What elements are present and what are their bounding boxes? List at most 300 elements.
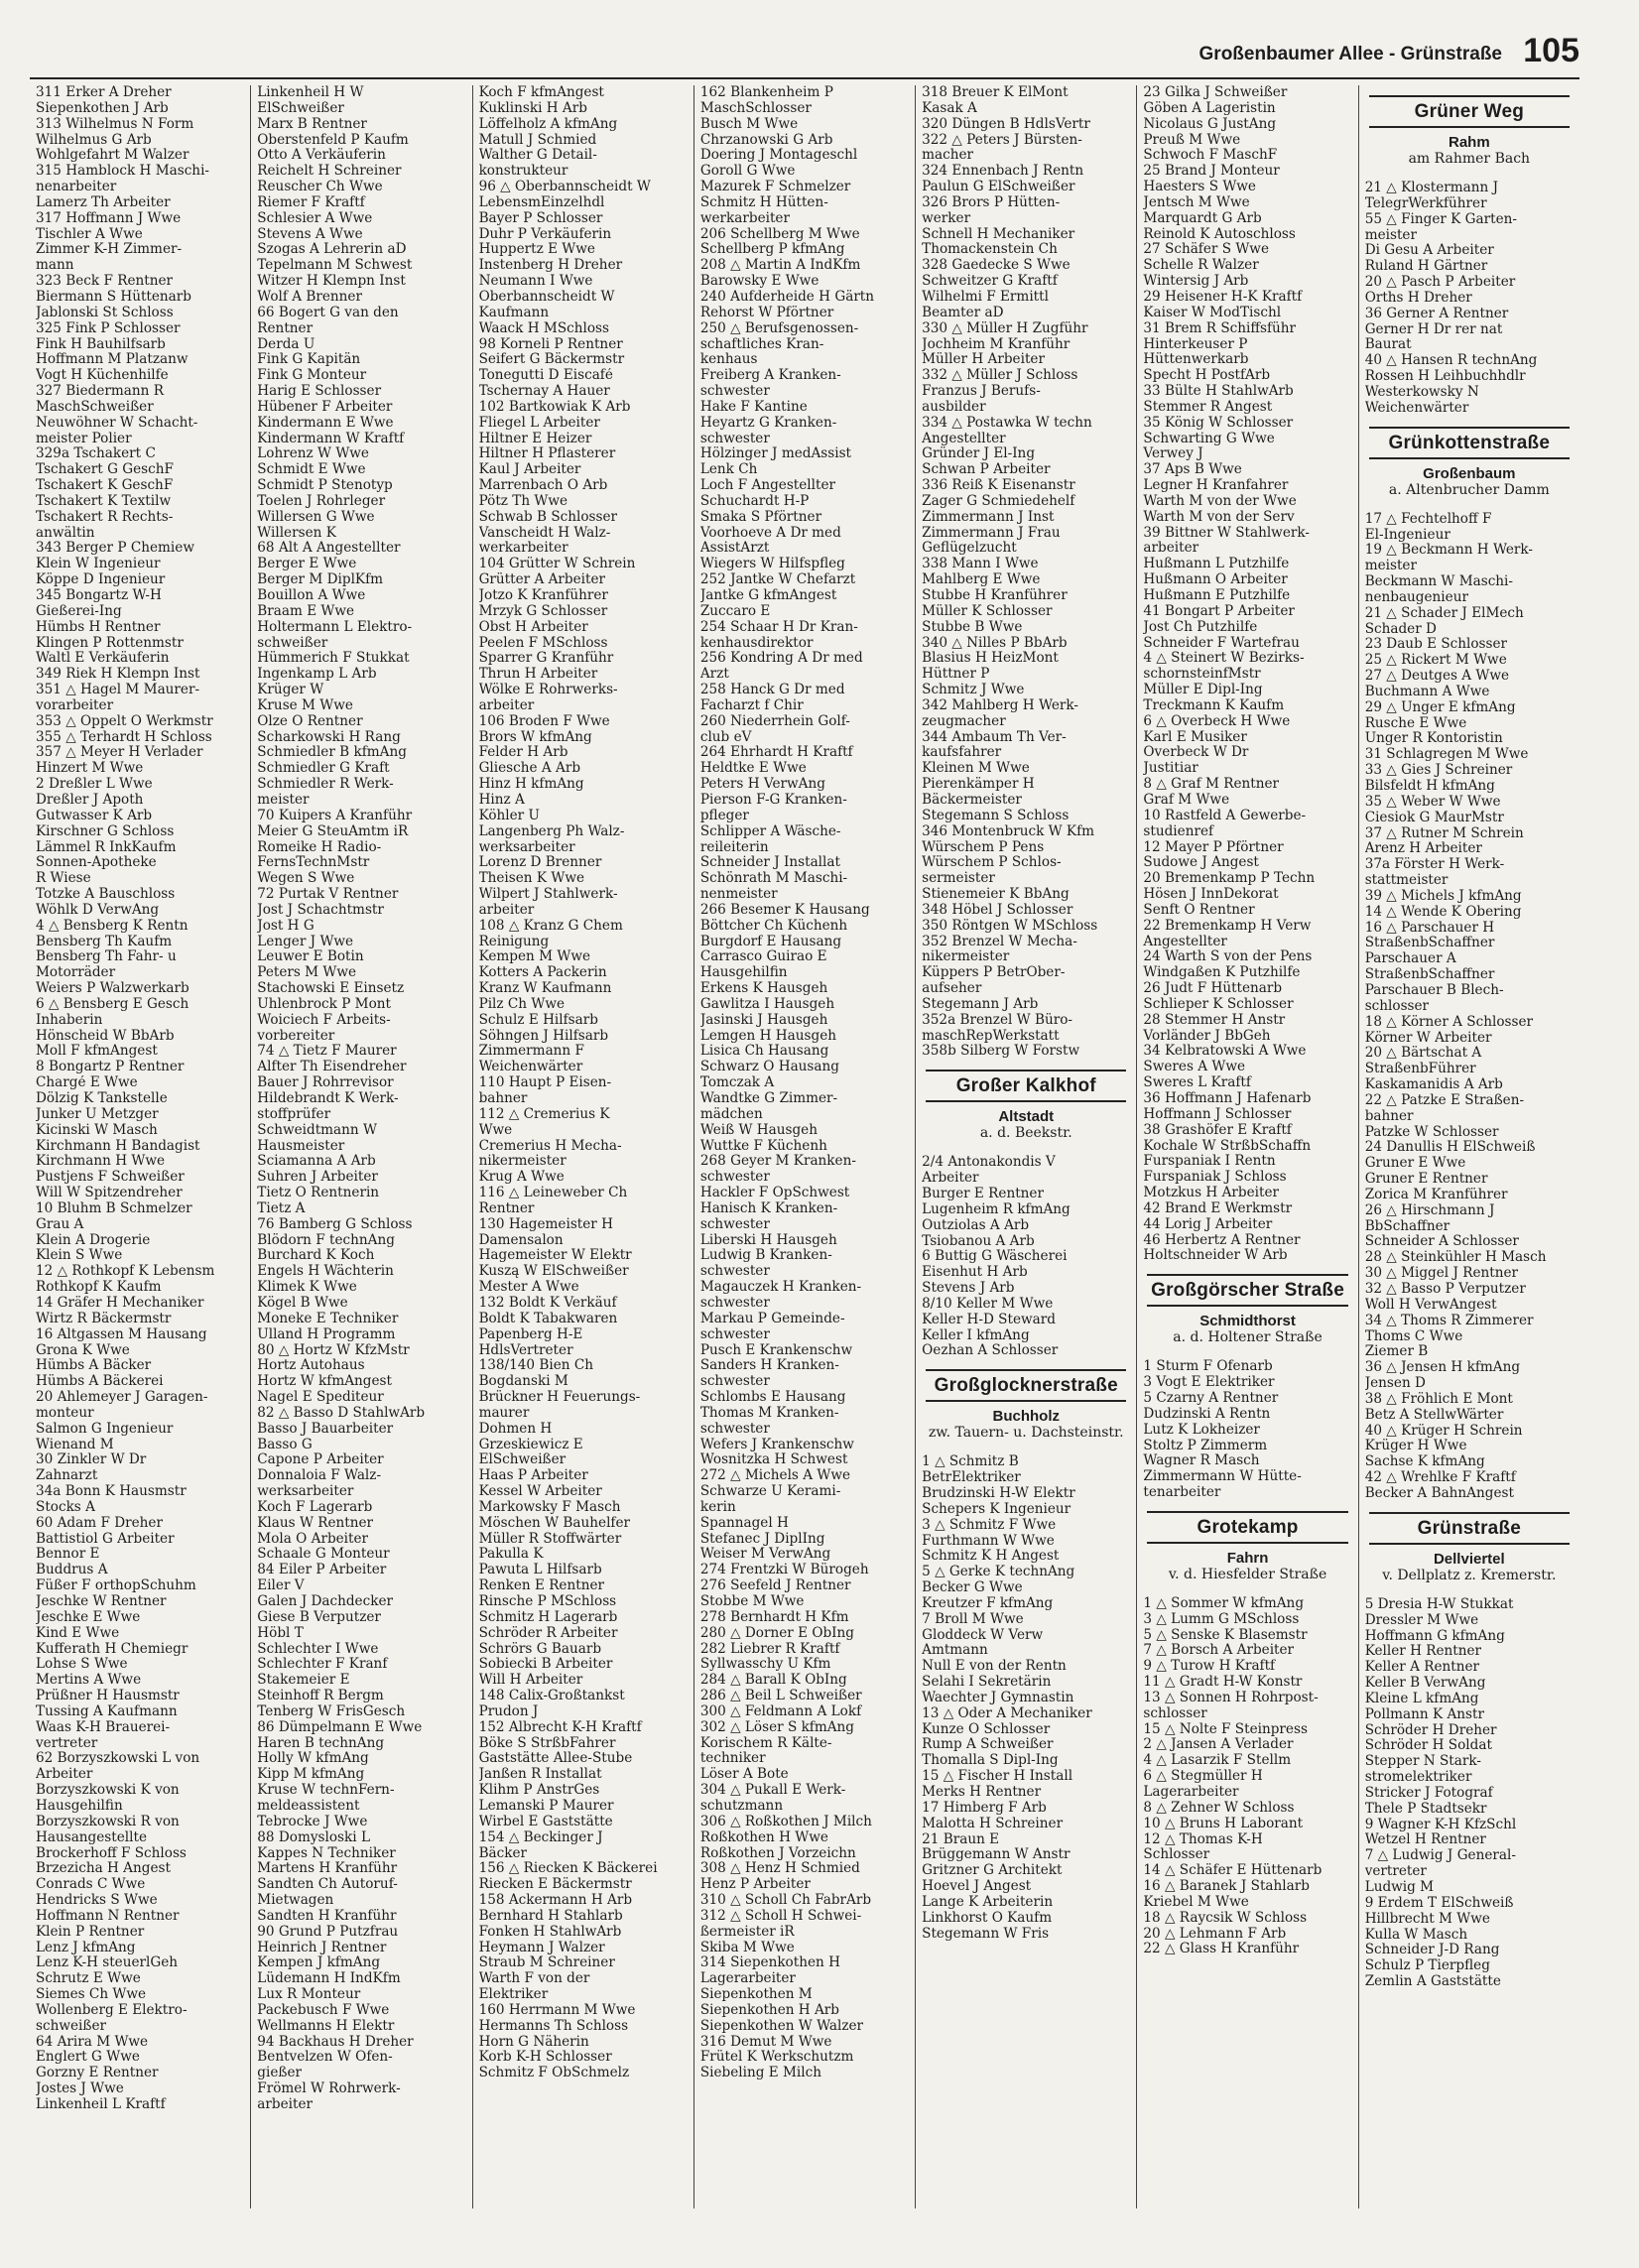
resident-entry: TelegrWerkführer (1364, 195, 1487, 211)
resident-entry: Pollmann K Anstr (1364, 1706, 1484, 1722)
resident-entry: 340 △ Nilles P BbArb (922, 635, 1068, 651)
resident-entry: 22 △ Patzke E Straßen- (1364, 1092, 1525, 1108)
resident-entry: 66 Bogert G van den (257, 305, 399, 320)
resident-entry: Schneider A Schlosser (1364, 1234, 1519, 1250)
resident-entry: Schwarz O Hausang (699, 1060, 839, 1075)
resident-entry: Lenger J Wwe (257, 934, 354, 949)
resident-entry: Ruland H Gärtner (1364, 259, 1488, 275)
resident-entry: 96 △ Oberbannscheidt W (478, 180, 651, 195)
resident-entry: 3 △ Schmitz F Wwe (922, 1517, 1057, 1533)
resident-entry: Papenberg H-E (478, 1326, 583, 1342)
resident-entry: Hillbrecht M Wwe (1364, 1911, 1490, 1927)
resident-entry: Ziemer B (1364, 1344, 1429, 1360)
resident-entry: 276 Seefeld J Rentner (699, 1578, 851, 1594)
resident-entry: Overbeck W Dr (1143, 745, 1249, 761)
street-location: zw. Tauern- u. Dachsteinstr. (928, 1425, 1124, 1442)
resident-entry: Hanisch K Kranken- (699, 1200, 838, 1216)
resident-entry: schaftliches Kran- (699, 336, 824, 352)
resident-entry: 264 Ehrhardt H Kraftf (699, 745, 853, 761)
resident-entry: Wilpert J Stahlwerk- (478, 887, 618, 903)
resident-entry: Böttcher Ch Küchenh (699, 918, 848, 934)
resident-entry: 84 Eiler P Arbeiter (257, 1563, 387, 1578)
resident-entry: 34a Bonn K Hausmstr (36, 1484, 187, 1500)
resident-entry: Hortz Autohaus (257, 1358, 365, 1374)
resident-entry: Korb K-H Schlosser (478, 2050, 612, 2066)
resident-entry: 5 Dresia H-W Stukkat (1364, 1596, 1514, 1612)
resident-entry: Hermanns Th Schloss (478, 2018, 629, 2034)
resident-entry: Woiciech F Arbeits- (257, 1012, 391, 1028)
resident-entry: Sweres L Kraftf (1143, 1075, 1251, 1091)
resident-entry: 353 △ Oppelt O Werkmstr (36, 713, 213, 729)
resident-entry: 12 △ Thomas K-H (1143, 1831, 1263, 1847)
resident-entry: Köppe D Ingenieur (36, 572, 166, 588)
directory-column (1137, 85, 1358, 2208)
resident-entry: Chargé E Wwe (36, 1075, 138, 1091)
resident-entry: 110 Haupt P Eisen- (478, 1075, 612, 1091)
street-heading (1369, 95, 1570, 128)
resident-entry: Holtermann L Elektro- (257, 619, 413, 635)
resident-entry: Stachowski E Einsetz (257, 981, 405, 997)
resident-entry: Motzkus H Arbeiter (1143, 1186, 1280, 1201)
resident-entry: Felder H Arb (478, 745, 568, 761)
resident-entry: Willersen K (257, 525, 336, 541)
resident-entry: Betz A StellwWärter (1364, 1407, 1504, 1423)
resident-entry: Inhaberin (36, 1012, 103, 1028)
directory-column (473, 85, 694, 2208)
resident-entry: Sweres A Wwe (1143, 1060, 1246, 1075)
resident-entry: Moll F kfmAngest (36, 1044, 158, 1060)
resident-entry: Stoltz P Zimmerm (1143, 1438, 1268, 1453)
resident-entry: Stricker J Fotograf (1364, 1785, 1493, 1801)
resident-entry: Karl E Musiker (1143, 729, 1247, 745)
resident-entry: 108 △ Kranz G Chem (478, 918, 623, 934)
resident-entry: 42 Brand E Werkmstr (1143, 1200, 1293, 1216)
resident-entry: Schmitz H Lagerarb (478, 1609, 618, 1625)
resident-entry: 323 Beck F Rentner (36, 274, 174, 290)
resident-entry: Kögel B Wwe (257, 1295, 348, 1311)
resident-entry: Pustjens F Schweißer (36, 1170, 185, 1186)
resident-entry: 5 △ Senske K Blasemstr (1143, 1627, 1308, 1643)
directory-column (251, 85, 472, 2208)
resident-entry: Hoffmann G kfmAng (1364, 1628, 1505, 1644)
resident-entry: Hendricks S Wwe (36, 1893, 158, 1909)
resident-entry: 15 △ Fischer H Install (922, 1769, 1073, 1785)
resident-entry: 38 △ Fröhlich E Mont (1364, 1391, 1513, 1407)
resident-entry: Warth M von der Wwe (1143, 493, 1297, 509)
resident-entry: Zimmermann J Inst (922, 509, 1055, 525)
resident-entry: 338 Mann I Wwe (922, 557, 1039, 572)
resident-entry: Schmiedler R Werk- (257, 777, 394, 793)
resident-entry: Klimek K Wwe (257, 1280, 357, 1296)
resident-entry: 116 △ Leineweber Ch (478, 1186, 628, 1201)
resident-entry: Kindermann W Kraftf (257, 431, 405, 446)
resident-entry: Neuwöhner W Schacht- (36, 415, 198, 431)
resident-entry: Jeschke E Wwe (36, 1609, 141, 1625)
resident-entry: HdlsVertreter (478, 1342, 573, 1358)
resident-entry: Hausgehilfin (699, 965, 788, 981)
resident-entry: Fliegel L Arbeiter (478, 415, 600, 431)
resident-entry: Heyartz G Kranken- (699, 415, 837, 431)
resident-entry: Schepers K Ingenieur (922, 1501, 1072, 1517)
resident-entry: Furthmann W Wwe (922, 1533, 1055, 1549)
resident-entry: 12 Mayer P Pförtner (1143, 839, 1284, 855)
resident-entry: 33 Bülte H StahlwArb (1143, 384, 1294, 400)
resident-entry: Wilhelmus G Arb (36, 132, 152, 148)
district-name: Großenbaum (1423, 464, 1516, 482)
resident-entry: BetrElektriker (922, 1470, 1021, 1486)
resident-entry: Witzer H Klempn Inst (257, 274, 406, 290)
resident-entry: 2/4 Antonakondis V (922, 1155, 1056, 1171)
directory-column (1359, 85, 1579, 2208)
resident-entry: Basso J Bauarbeiter (257, 1421, 394, 1437)
resident-entry: Loch F Angestellter (699, 478, 836, 494)
resident-entry: Duhr P Verkäuferin (478, 226, 612, 242)
resident-entry: Kleinen M Wwe (922, 761, 1030, 777)
resident-entry: Ciesiok G MaurMstr (1364, 810, 1504, 825)
resident-entry: schwester (699, 1264, 770, 1280)
resident-entry: Gloddeck W Verw (922, 1627, 1044, 1643)
resident-entry: StraßenbSchaffner (1364, 967, 1495, 983)
resident-entry: Alfter Th Eisendreher (257, 1060, 407, 1075)
resident-entry: Borzyszkowski R von (36, 1814, 180, 1829)
resident-entry: Seifert G Bäckermstr (478, 352, 625, 368)
resident-entry: Englert G Wwe (36, 2050, 140, 2066)
resident-entry: Kirchmann H Wwe (36, 1154, 166, 1170)
resident-entry: Kappes N Techniker (257, 1845, 396, 1861)
resident-entry: meister (257, 792, 310, 808)
resident-entry: Wintersig J Arb (1143, 274, 1249, 290)
resident-entry: Wuttke F Küchenh (699, 1138, 827, 1154)
resident-entry: Roßkothen J Vorzeichn (699, 1845, 856, 1861)
resident-entry: Schelle R Walzer (1143, 258, 1259, 274)
resident-entry: Jeschke W Rentner (36, 1594, 167, 1609)
resident-entry: 260 Niederrhein Golf- (699, 713, 850, 729)
street-heading (926, 1070, 1126, 1102)
resident-entry: 2 △ Jansen A Verlader (1143, 1737, 1294, 1753)
resident-entry: Gruner E Rentner (1364, 1172, 1488, 1188)
resident-entry: maschRepWerkstatt (922, 1028, 1060, 1044)
resident-entry: Thrun H Arbeiter (478, 667, 598, 683)
resident-entry: Pawuta L Hilfsarb (478, 1563, 602, 1578)
resident-entry: Kasak A (922, 100, 977, 116)
resident-entry: 9 △ Turow H Kraftf (1143, 1659, 1276, 1675)
resident-entry: Freiberg A Kranken- (699, 368, 841, 384)
resident-entry: 357 △ Meyer H Verlader (36, 745, 203, 761)
resident-entry: Löffelholz A kfmAng (478, 116, 618, 132)
resident-entry: Prüßner H Hausmstr (36, 1689, 180, 1704)
resident-entry: Ulland H Programm (257, 1326, 396, 1342)
resident-entry: 38 Grashöfer E Kraftf (1143, 1122, 1292, 1138)
resident-entry: 162 Blankenheim P (699, 85, 833, 100)
resident-entry: Würschem P Pens (922, 839, 1045, 855)
resident-entry: 358b Silberg W Forstw (922, 1044, 1080, 1060)
resident-entry: arbeiter (478, 697, 535, 713)
resident-entry: Jasinski J Hausgeh (699, 1012, 828, 1028)
resident-entry: schweißer (36, 2018, 106, 2034)
resident-entry: kenhausdirektor (699, 635, 814, 651)
resident-entry: schwester (699, 1421, 770, 1437)
resident-entry: 29 △ Unger E kfmAng (1364, 699, 1516, 715)
resident-entry: Hiltner H Pflasterer (478, 446, 616, 462)
resident-entry: Pierenkämper H (922, 777, 1035, 793)
resident-entry: 1 △ Schmitz B (922, 1454, 1019, 1470)
resident-entry: Blödorn F technAng (257, 1232, 395, 1248)
resident-entry: Di Gesu A Arbeiter (1364, 243, 1494, 259)
resident-entry: Donnaloia F Walz- (257, 1468, 382, 1484)
resident-entry: Damensalon (478, 1232, 564, 1248)
resident-entry: Hußmann L Putzhilfe (1143, 557, 1290, 572)
resident-entry: Thomackenstein Ch (922, 242, 1058, 258)
resident-entry: 132 Boldt K Verkäuf (478, 1295, 617, 1311)
resident-entry: 22 Bremenkamp H Verw (1143, 918, 1312, 934)
resident-entry: Arbeiter (922, 1171, 979, 1187)
resident-entry: Ingenkamp L Arb (257, 667, 377, 683)
resident-entry: 60 Adam F Dreher (36, 1515, 163, 1531)
resident-entry: Roßkothen H Wwe (699, 1829, 828, 1845)
resident-entry: Waechter J Gymnastin (922, 1690, 1074, 1705)
resident-entry: 23 Daub E Schlosser (1364, 637, 1508, 653)
resident-entry: meister Polier (36, 431, 132, 446)
resident-entry: Hiltner E Heizer (478, 431, 592, 446)
resident-entry: Lisica Ch Hausang (699, 1044, 829, 1060)
resident-entry: Gerner H Dr rer nat (1364, 321, 1503, 337)
resident-entry: Ludwig B Kranken- (699, 1248, 832, 1264)
resident-entry: Korischem R Kälte- (699, 1735, 832, 1751)
resident-entry: 1 Sturm F Ofenarb (1143, 1359, 1273, 1375)
resident-entry: Schlechter I Wwe (257, 1641, 379, 1657)
resident-entry: arbeiter (478, 902, 535, 918)
resident-entry: 14 Gräfer H Mechaniker (36, 1295, 204, 1311)
resident-entry: Schader D (1364, 621, 1437, 637)
resident-entry: Lorenz D Brenner (478, 855, 602, 871)
resident-entry: Engels H Wächterin (257, 1264, 394, 1280)
resident-entry: Wagner R Masch (1143, 1453, 1260, 1469)
resident-entry: Eisenhut H Arb (922, 1265, 1028, 1281)
resident-entry: Dudzinski A Rentn (1143, 1406, 1271, 1422)
resident-entry: Toelen J Rohrleger (257, 493, 386, 509)
resident-entry: Gliesche A Arb (478, 761, 581, 777)
resident-entry: 318 Breuer K ElMont (922, 85, 1069, 100)
resident-entry: Zager G Schmiedehelf (922, 493, 1075, 509)
resident-entry: Kirchmann H Bandagist (36, 1138, 200, 1154)
resident-entry: Stegemann W Fris (922, 1926, 1050, 1942)
resident-entry: Salmon G Ingenieur (36, 1421, 174, 1437)
resident-entry: Huppertz E Wwe (478, 242, 595, 258)
resident-entry: Gritzner G Architekt (922, 1863, 1063, 1879)
resident-entry: Hoevel J Angest (922, 1879, 1032, 1895)
resident-entry: 21 △ Klostermann J (1364, 181, 1499, 195)
resident-entry: 208 △ Martin A IndKfm (699, 258, 861, 274)
resident-entry: Bensberg Th Fahr- u (36, 949, 177, 965)
resident-entry: 27 Schäfer S Wwe (1143, 242, 1269, 258)
resident-entry: sermeister (922, 871, 995, 887)
resident-entry: Markowsky F Masch (478, 1499, 621, 1515)
resident-entry: Bayer P Schlosser (478, 210, 603, 226)
resident-entry: Fink H Bauhilfsarb (36, 336, 166, 352)
resident-entry: Linkenheil H W (257, 85, 364, 100)
resident-entry: Battistiol G Arbeiter (36, 1531, 175, 1547)
resident-entry: Kunze O Schlosser (922, 1721, 1051, 1737)
resident-entry: Neumann I Wwe (478, 274, 593, 290)
resident-entry: Vanscheidt H Walz- (478, 525, 611, 541)
resident-entry: nenbaugenieur (1364, 589, 1468, 605)
resident-entry: Würschem P Schlos- (922, 855, 1062, 871)
resident-entry: Warth M von der Serv (1143, 509, 1295, 525)
resident-entry: Gorzny E Rentner (36, 2066, 159, 2081)
resident-entry: 327 Biedermann R (36, 384, 164, 400)
resident-entry: Hußmann E Putzhilfe (1143, 588, 1291, 603)
resident-entry: 94 Backhaus H Dreher (257, 2034, 414, 2050)
street-heading (926, 1369, 1126, 1402)
resident-entry: Kotters A Packerin (478, 965, 607, 981)
resident-entry: Schulz P Tierpfleg (1364, 1958, 1490, 1974)
resident-entry: Kranz W Kaufmann (478, 981, 612, 997)
resident-entry: Hausgehilfin (36, 1798, 123, 1814)
street-location: a. d. Beekstr. (979, 1125, 1072, 1142)
resident-entry: AssistArzt (699, 541, 770, 557)
resident-entry: Baurat (1364, 337, 1412, 353)
resident-entry: Stocks A (36, 1499, 95, 1515)
resident-entry: Müller H Arbeiter (922, 352, 1045, 368)
resident-entry: StraßenbSchaffner (1364, 936, 1495, 951)
resident-entry: 39 △ Michels J kfmAng (1364, 888, 1522, 904)
resident-entry: Schmitz K H Angest (922, 1549, 1060, 1565)
resident-entry: Zuccaro E (699, 603, 771, 619)
resident-entry: 14 △ Wende K Obering (1364, 904, 1522, 920)
resident-entry: 21 Braun E (922, 1831, 1000, 1847)
resident-entry: Berger E Wwe (257, 557, 357, 572)
resident-entry: Tietz A (257, 1200, 306, 1216)
resident-entry: Oezhan A Schlosser (922, 1343, 1059, 1359)
resident-entry: 6 Buttig G Wäscherei (922, 1249, 1068, 1265)
resident-entry: Brzezicha H Angest (36, 1861, 171, 1877)
resident-entry: Mertins A Wwe (36, 1673, 142, 1689)
resident-entry: 6 △ Overbeck H Wwe (1143, 713, 1291, 729)
resident-entry: Schmitz H Hütten- (699, 194, 828, 210)
district-name: Schmidthorst (1199, 1313, 1296, 1330)
resident-entry: techniker (699, 1751, 766, 1767)
resident-entry: 4 △ Bensberg K Rentn (36, 918, 189, 934)
resident-entry: 12 △ Rothkopf K Lebensm (36, 1264, 215, 1280)
resident-entry: Wiegers W Hilfspfleg (699, 557, 845, 572)
resident-entry: mädchen (699, 1106, 763, 1122)
resident-entry: 9 Wagner K-H KfzSchl (1364, 1817, 1517, 1832)
resident-entry: Tietz O Rentnerin (257, 1186, 380, 1201)
resident-entry: Hausangestellte (36, 1829, 147, 1845)
resident-entry: Otto A Verkäuferin (257, 148, 386, 164)
resident-entry: 346 Montenbruck W Kfm (922, 823, 1095, 839)
resident-entry: Nagel E Spediteur (257, 1390, 384, 1406)
resident-entry: Westerkowsky N (1364, 384, 1479, 400)
resident-entry: Unger R Kontoristin (1364, 731, 1503, 747)
resident-entry: Lenz J kfmAng (36, 1940, 136, 1955)
resident-entry: Bernhard H Stahlarb (478, 1908, 623, 1924)
resident-entry: Gutwasser K Arb (36, 808, 153, 823)
resident-entry: 29 Heisener H-K Kraftf (1143, 289, 1303, 305)
resident-entry: Siebeling E Milch (699, 2066, 821, 2081)
resident-entry: Motorräder (36, 965, 116, 981)
district-name: Fahrn (1226, 1549, 1269, 1567)
resident-entry: Thele P Stadtsekr (1364, 1801, 1487, 1817)
resident-entry: Tschernay A Hauer (478, 384, 610, 400)
resident-entry: 258 Hanck G Dr med (699, 683, 845, 698)
resident-entry: 11 △ Gradt H-W Konstr (1143, 1675, 1303, 1691)
resident-entry: 304 △ Pukall E Werk- (699, 1783, 846, 1799)
resident-entry: Löser A Bote (699, 1767, 789, 1783)
resident-entry: Bogdanski M (478, 1374, 568, 1390)
resident-entry: Wollenberg E Elektro- (36, 2002, 188, 2018)
resident-entry: Bouillon A Wwe (257, 588, 366, 603)
resident-entry: Klihm P AnstrGes (478, 1783, 600, 1799)
resident-entry: Wilhelmi F Ermittl (922, 289, 1049, 305)
resident-entry: Borzyszkowski K von (36, 1783, 180, 1799)
resident-entry: Schlombs E Hausang (699, 1390, 846, 1406)
resident-entry: Hackler F OpSchwest (699, 1186, 850, 1201)
resident-entry: Thomalla S Dipl-Ing (922, 1753, 1059, 1769)
resident-entry: 345 Bongartz W-H (36, 588, 162, 603)
resident-entry: Outziolas A Arb (922, 1217, 1030, 1233)
resident-entry: reileiterin (699, 839, 769, 855)
resident-entry: schutzmann (699, 1798, 784, 1814)
resident-entry: Schmiedler B kfmAng (257, 745, 407, 761)
resident-entry: Jostes J Wwe (36, 2081, 124, 2097)
resident-entry: arbeiter (1143, 541, 1199, 557)
resident-entry: Preuß M Wwe (1143, 132, 1241, 148)
resident-entry: Arbeiter (36, 1767, 93, 1783)
resident-entry: Leuwer E Botin (257, 949, 364, 965)
resident-entry: Tepelmann M Schwest (257, 258, 413, 274)
resident-entry: 13 △ Sonnen H Rohrpost- (1143, 1690, 1319, 1705)
resident-entry: 240 Aufderheide H Gärtn (699, 289, 875, 305)
directory-column (30, 85, 251, 2208)
resident-entry: Null E von der Rentn (922, 1659, 1067, 1675)
resident-entry: Sanders H Kranken- (699, 1358, 839, 1374)
resident-entry: 3 △ Lumm G MSchloss (1143, 1611, 1300, 1627)
street-name: Großgörscher Straße (1151, 1280, 1344, 1302)
resident-entry: Bauer J Rohrrevisor (257, 1075, 394, 1091)
resident-entry: Verwey J (1143, 446, 1203, 462)
resident-entry: schornsteinfMstr (1143, 667, 1261, 683)
resident-entry: 26 △ Hirschmann J (1364, 1202, 1495, 1218)
resident-entry: 46 Herbertz A Rentner (1143, 1232, 1301, 1248)
resident-entry: Waas K-H Brauerei- (36, 1719, 171, 1735)
resident-entry: 316 Demut M Wwe (699, 2034, 832, 2050)
resident-entry: mann (36, 258, 74, 274)
resident-entry: Böke S StrßbFahrer (478, 1735, 616, 1751)
resident-entry: meldeassistent (257, 1798, 360, 1814)
resident-entry: 336 Reiß K Eisenanstr (922, 478, 1075, 494)
resident-entry: Spannagel H (699, 1515, 789, 1531)
resident-entry: Schlechter F Kranf (257, 1657, 388, 1673)
resident-entry: Hinterkeuser P (1143, 336, 1248, 352)
resident-entry: Krug A Wwe (478, 1170, 565, 1186)
resident-entry: 315 Hamblock H Maschi- (36, 164, 210, 180)
resident-entry: 351 △ Hagel M Maurer- (36, 683, 200, 698)
resident-entry: Zimmermann F (478, 1044, 584, 1060)
resident-entry: werksarbeiter (257, 1484, 354, 1500)
resident-entry: 156 △ Riecken K Bäckerei (478, 1861, 658, 1877)
resident-entry: Haesters S Wwe (1143, 180, 1256, 195)
resident-entry: Hoffmann J Schlosser (1143, 1106, 1292, 1122)
resident-entry: schwester (699, 1326, 770, 1342)
resident-entry: Pusch E Krankenschw (699, 1342, 853, 1358)
resident-entry: 28 Stemmer H Anstr (1143, 1012, 1286, 1028)
resident-entry: 80 △ Hortz W KfzMstr (257, 1342, 410, 1358)
resident-entry: 311 Erker A Dreher (36, 85, 172, 100)
resident-entry: Justitiar (1143, 761, 1198, 777)
resident-entry: Renken E Rentner (478, 1578, 604, 1594)
resident-entry: Bensberg Th Kaufm (36, 934, 173, 949)
